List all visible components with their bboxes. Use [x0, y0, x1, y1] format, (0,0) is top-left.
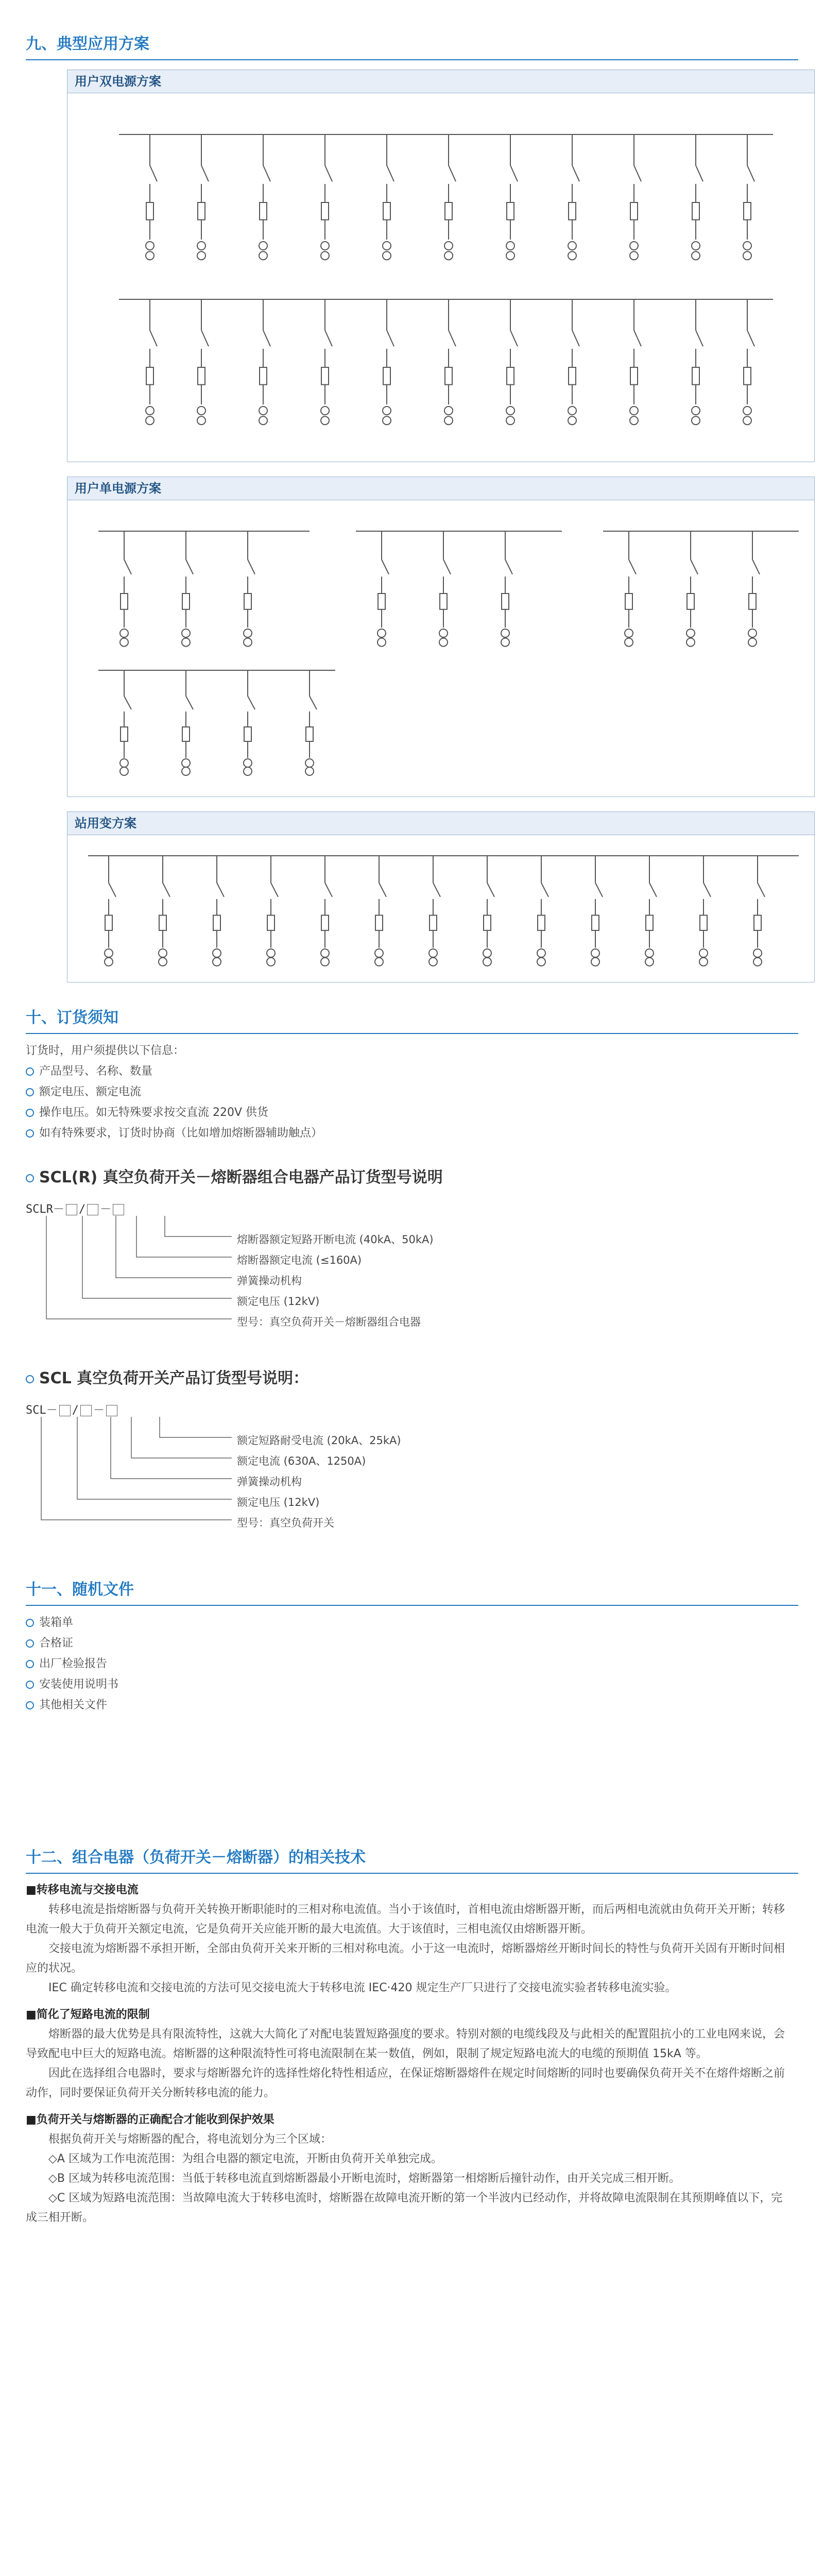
section10-title: 十、订货须知: [26, 1009, 118, 1027]
transformer-icon: [625, 638, 633, 647]
transformer-icon: [743, 416, 751, 425]
transformer-icon: [146, 416, 154, 425]
transformer-icon: [444, 251, 453, 260]
transformer-icon: [753, 958, 762, 966]
single-supply-diagram: [67, 500, 814, 796]
transformer-icon: [259, 416, 267, 425]
transformer-icon: [686, 638, 695, 647]
transformer-icon: [537, 958, 545, 966]
model2-labels: 额定短路耐受电流 (20kA、25kA) 额定电流 (630A、1250A) 弹簧操动机构 额定电压 (12kV) 型号：真空负荷开关: [237, 1434, 401, 1529]
bullet-icon: [26, 1088, 34, 1096]
station-diagram: [67, 835, 814, 981]
transformer-icon: [244, 767, 252, 775]
panel-dual-title: 用户双电源方案: [67, 70, 814, 93]
docs-list: [26, 1613, 788, 1716]
transformer-icon: [383, 416, 391, 425]
transformer-icon: [630, 251, 638, 260]
transformer-icon: [743, 251, 751, 260]
transformer-icon: [305, 767, 314, 775]
transformer-icon: [377, 638, 386, 647]
bullet-icon: [26, 1701, 34, 1709]
transformer-icon: [568, 416, 576, 425]
bullet-icon: [26, 1660, 34, 1668]
transformer-icon: [692, 416, 700, 425]
bullet-icon: [26, 1681, 34, 1689]
doc-item: 出厂检验报告: [26, 1654, 788, 1674]
transformer-icon: [645, 958, 654, 966]
transformer-icon: [630, 416, 638, 425]
bullet-icon: [26, 1109, 34, 1117]
transformer-icon: [591, 958, 599, 966]
transformer-icon: [506, 251, 514, 260]
transformer-icon: [244, 638, 252, 647]
panel-dual-supply: [67, 70, 815, 462]
model2-title: SCL 真空负荷开关产品订货型号说明：: [26, 1365, 308, 1388]
doc-item: 其他相关文件: [26, 1695, 788, 1716]
section9-rule: [26, 59, 798, 60]
tech-text: ■转移电流与交接电流 转移电流是指熔断器与负荷开关转换开断职能时的三相对称电流值。当小于该值时，首相电流由熔断器开断，而后两相电流就由负荷开关开断；转移电流一般大于负荷开关额定电流，它是负荷开关应能开断的最大电流值。大于该值时，三相电流仅由熔断器开断。 交接电流为熔断器不承担开断，全部由负荷开关来开断的三相对称电流。小于这一电流时，熔断器熔丝开断时间长的特性与负荷开关固有开断时间相应的状况。 IEC 确定转移电流和交接电流的方法可见交接电流大于转移电流 IEC·420 规定生产厂只进行了交接电流实验者转移电流实验。 ■简化了短路电流的限制 熔断器的最大优势是具有限流特性，这就大大简化了对配电装置短路强度的要求。特别对额的电缆线段及与此相关的配置阻抗小的工业电网来说，会导致配电中巨大的短路电流。熔断器的这种限流特性可将电流限制在某一数值，例如，限制了规定短路电流大的电缆的预期值 15kA 等。 因此在选择组合电器时，要求与熔断器允许的选择性熔化特性相适应，在保证熔断器熔件在规定时间熔断的同时也要确保负荷开关不在熔件熔断之前动作，同时要保证负荷开关分断转移电流的能力。 ■负荷开关与熔断器的正确配合才能收到保护效果 根据负荷开关与熔断器的配合，将电流划分为三个区域： ◇A 区域为工作电流范围：为组合电器的额定电流，开断由负荷开关单独完成。 ◇B 区域为转移电流范围：当低于转移电流直到熔断器最小开断电流时，熔断器第一相熔断后撞针动作，由开关完成三相开断。 ◇C 区域为短路电流范围：当故障电流大于转移电流时，熔断器在故障电流开断的第一个半波内已经动作，并将故障电流限制在其预期峰值以下，完成三相开断。: [26, 1884, 785, 2224]
section10-rule: [26, 1033, 798, 1034]
section12-rule: [26, 1873, 798, 1874]
transformer-icon: [213, 958, 221, 966]
transformer-icon: [182, 638, 190, 647]
doc-item: 装箱单: [26, 1613, 788, 1633]
transformer-icon: [267, 958, 275, 966]
transformer-icon: [692, 251, 700, 260]
transformer-icon: [120, 638, 128, 647]
transformer-icon: [182, 767, 190, 775]
transformer-icon: [483, 958, 491, 966]
dual-supply-diagram: [67, 93, 814, 461]
transformer-icon: [568, 251, 576, 260]
section12-title: 十二、组合电器（负荷开关－熔断器）的相关技术: [26, 1849, 366, 1867]
transformer-icon: [159, 958, 167, 966]
panel-single-supply: [67, 477, 815, 797]
order-item: 操作电压。如无特殊要求按交直流 220V 供货: [26, 1103, 788, 1123]
bullet-icon: [26, 1174, 34, 1182]
transformer-icon: [197, 416, 205, 425]
bullet-icon: [26, 1375, 34, 1383]
model1-labels: 熔断器额定短路开断电流 (40kA、50kA) 熔断器额定电流 (≤160A) 弹簧操动机构 额定电压 (12kV) 型号：真空负荷开关－熔断器组合电器: [237, 1233, 434, 1328]
transformer-icon: [383, 251, 391, 260]
transformer-icon: [321, 416, 329, 425]
bullet-icon: [26, 1129, 34, 1138]
doc-item: 安装使用说明书: [26, 1674, 788, 1695]
transformer-icon: [321, 958, 329, 966]
model1-title: SCL(R) 真空负荷开关－熔断器组合电器产品订货型号说明: [26, 1164, 443, 1187]
order-intro: 订货时，用户须提供以下信息：: [26, 1044, 185, 1057]
transformer-icon: [506, 416, 514, 425]
transformer-icon: [699, 958, 708, 966]
bullet-icon: [26, 1067, 34, 1076]
transformer-icon: [439, 638, 448, 647]
panel-station: [67, 811, 815, 982]
order-item: 如有特殊要求，订货时协商（比如增加熔断器辅助触点）: [26, 1123, 788, 1144]
panel-single-title: 用户单电源方案: [67, 477, 814, 500]
transformer-icon: [501, 638, 509, 647]
bullet-icon: [26, 1639, 34, 1648]
section11-title: 十一、随机文件: [26, 1581, 134, 1599]
order-item: 产品型号、名称、数量: [26, 1061, 788, 1082]
transformer-icon: [444, 416, 453, 425]
doc-item: 合格证: [26, 1633, 788, 1654]
transformer-icon: [146, 251, 154, 260]
transformer-icon: [321, 251, 329, 260]
section9-title: 九、典型应用方案: [26, 35, 149, 53]
panel-station-title: 站用变方案: [67, 812, 814, 835]
section11-rule: [26, 1605, 798, 1606]
order-item: 额定电压、额定电流: [26, 1082, 788, 1103]
transformer-icon: [259, 251, 267, 260]
transformer-icon: [375, 958, 383, 966]
model2-code: SCL－ / －: [26, 1401, 119, 1417]
transformer-icon: [429, 958, 437, 966]
transformer-icon: [748, 638, 757, 647]
transformer-icon: [105, 958, 113, 966]
order-notes: [26, 1041, 788, 1144]
transformer-icon: [197, 251, 205, 260]
bullet-icon: [26, 1619, 34, 1627]
transformer-icon: [120, 767, 128, 775]
model1-code: SCLR－ / －: [26, 1200, 126, 1216]
